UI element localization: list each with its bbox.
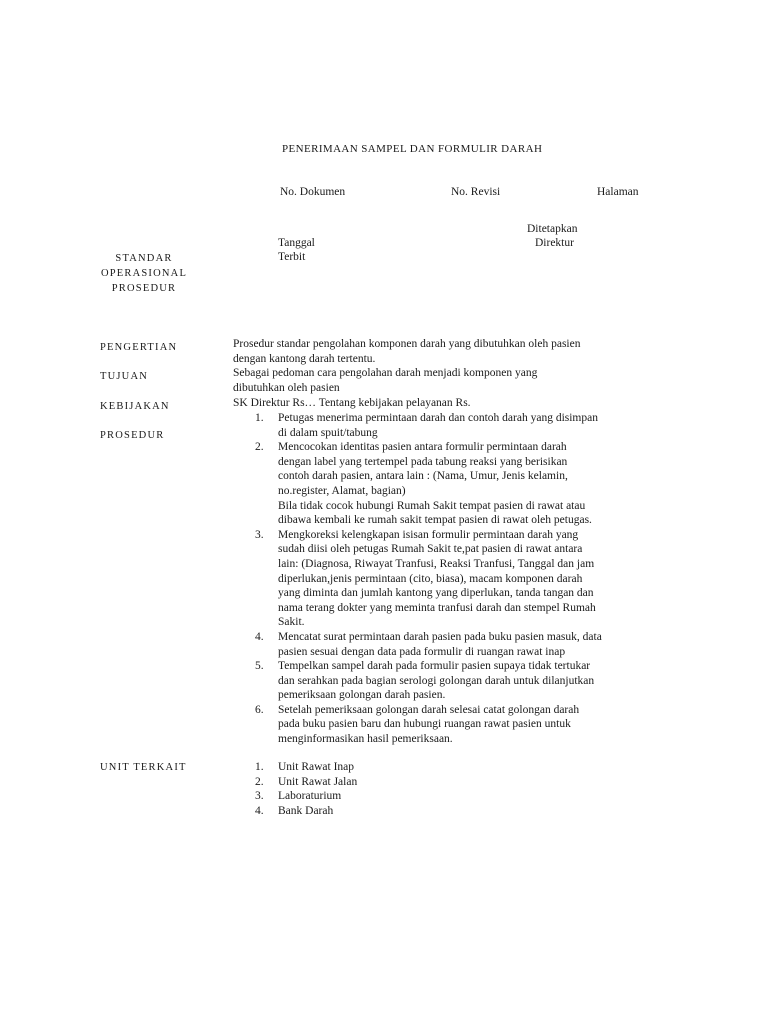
prosedur-item-number: 5. — [255, 660, 264, 673]
label-pengertian: PENGERTIAN — [100, 342, 178, 353]
prosedur-item-line: sudah diisi oleh petugas Rumah Sakit te,pat pasien di rawat antara — [278, 543, 583, 556]
no-dokumen-label: No. Dokumen — [280, 186, 346, 198]
unit-terkait-number: 2. — [255, 775, 264, 788]
unit-terkait-item — [233, 760, 691, 775]
prosedur-item — [233, 528, 691, 630]
prosedur-item-line: Tempelkan sampel darah pada formulir pasien supaya tidak tertukar — [278, 660, 591, 673]
prosedur-item — [233, 440, 691, 528]
prosedur-item-line: Bila tidak cocok hubungi Rumah Sakit tempat pasien di rawat atau — [278, 499, 586, 512]
prosedur-item-line: Mengkoreksi kelengkapan isisan formulir permintaan darah yang — [278, 528, 579, 541]
sop-title-line3: PROSEDUR — [111, 283, 177, 294]
unit-terkait-item — [233, 804, 691, 819]
tanggal-label: Tanggal — [278, 237, 315, 249]
prosedur-list — [233, 411, 691, 747]
prosedur-item — [233, 411, 691, 440]
prosedur-item-number: 3. — [255, 528, 264, 541]
prosedur-item-line: nama terang dokter yang meminta tranfusi darah dan stempel Rumah — [278, 601, 596, 614]
prosedur-item-line: dengan label yang tertempel pada tabung reaksi yang berisikan — [278, 455, 568, 468]
prosedur-item-line: diperlukan,jenis permintaan (cito, biasa), macam komponen darah — [278, 572, 583, 585]
prosedur-item-number: 1. — [255, 412, 264, 424]
no-revisi-label: No. Revisi — [451, 186, 501, 198]
prosedur-item-number: 4. — [255, 630, 264, 643]
pengertian-text — [233, 337, 691, 366]
prosedur-item-line: menginformasikan hasil pemeriksaan. — [278, 733, 453, 746]
document-title: PENERIMAAN SAMPEL DAN FORMULIR DARAH — [282, 143, 543, 155]
prosedur-item — [233, 630, 691, 659]
prosedur-item-line: Sakit. — [278, 616, 305, 629]
halaman-label: Halaman — [597, 186, 639, 198]
unit-terkait-label: Unit Rawat Jalan — [278, 775, 358, 788]
label-tujuan: TUJUAN — [100, 371, 149, 382]
prosedur-item-line: pasien sesuai dengan data pada formulir di ruangan rawat inap — [278, 645, 566, 658]
unit-terkait-label: Bank Darah — [278, 804, 334, 817]
direktur-label: Direktur — [535, 237, 574, 249]
prosedur-item-line: lain: (Diagnosa, Riwayat Tranfusi, Reaksi Tranfusi, Tanggal dan jam — [278, 557, 595, 570]
unit-terkait-number: 4. — [255, 804, 264, 817]
prosedur-item-line: Mencocokan identitas pasien antara formulir permintaan darah — [278, 441, 567, 454]
label-prosedur: PROSEDUR — [100, 430, 165, 441]
tujuan-line: dibutuhkan oleh pasien — [233, 381, 340, 394]
unit-terkait-number: 1. — [255, 761, 264, 773]
prosedur-item-number: 2. — [255, 441, 264, 454]
prosedur-item-line: dibawa kembali ke rumah sakit tempat pasien di rawat oleh petugas. — [278, 514, 592, 527]
kebijakan-text: SK Direktur Rs… Tentang kebijakan pelayanan Rs. — [233, 397, 471, 409]
label-kebijakan: KEBIJAKAN — [100, 401, 170, 412]
pengertian-line: dengan kantong darah tertentu. — [233, 352, 376, 365]
prosedur-item-line: dan serahkan pada bagian serologi golongan darah untuk dilanjutkan — [278, 674, 595, 687]
unit-terkait-label: Laboraturium — [278, 790, 342, 803]
sop-title-line1: STANDAR — [115, 253, 173, 264]
prosedur-item-line: contoh darah pasien, antara lain : (Nama, Umur, Jenis kelamin, — [278, 470, 568, 483]
pengertian-line: Prosedur standar pengolahan komponen darah yang dibutuhkan oleh pasien — [233, 338, 581, 350]
unit-terkait-item — [233, 775, 691, 790]
terbit-label: Terbit — [278, 251, 306, 263]
unit-terkait-number: 3. — [255, 790, 264, 803]
prosedur-item-line: Petugas menerima permintaan darah dan contoh darah yang disimpan — [278, 412, 598, 424]
prosedur-item-line: di dalam spuit/tabung — [278, 426, 378, 439]
sop-title-line2: OPERASIONAL — [100, 268, 188, 279]
unit-terkait-label: Unit Rawat Inap — [278, 761, 355, 773]
prosedur-item-line: pada buku pasien baru dan hubungi ruangan rawat pasien untuk — [278, 718, 571, 731]
prosedur-item — [233, 703, 691, 747]
unit-terkait-item — [233, 789, 691, 804]
prosedur-item — [233, 659, 691, 703]
unit-terkait-list — [233, 760, 691, 818]
tujuan-text — [233, 366, 691, 395]
prosedur-item-line: pemeriksaan golongan darah pasien. — [278, 689, 446, 702]
prosedur-item-number: 6. — [255, 703, 264, 716]
label-unit-terkait: UNIT TERKAIT — [100, 762, 187, 773]
prosedur-item-line: no.register, Alamat, bagian) — [278, 484, 406, 497]
prosedur-item-line: Mencatat surat permintaan darah pasien pada buku pasien masuk, data — [278, 630, 602, 643]
prosedur-item-line: Setelah pemeriksaan golongan darah selesai catat golongan darah — [278, 703, 580, 716]
prosedur-item-line: yang diminta dan jumlah kantong yang diperlukan, tanda tangan dan — [278, 587, 594, 600]
ditetapkan-label: Ditetapkan — [527, 223, 578, 235]
tujuan-line: Sebagai pedoman cara pengolahan darah menjadi komponen yang — [233, 367, 538, 379]
